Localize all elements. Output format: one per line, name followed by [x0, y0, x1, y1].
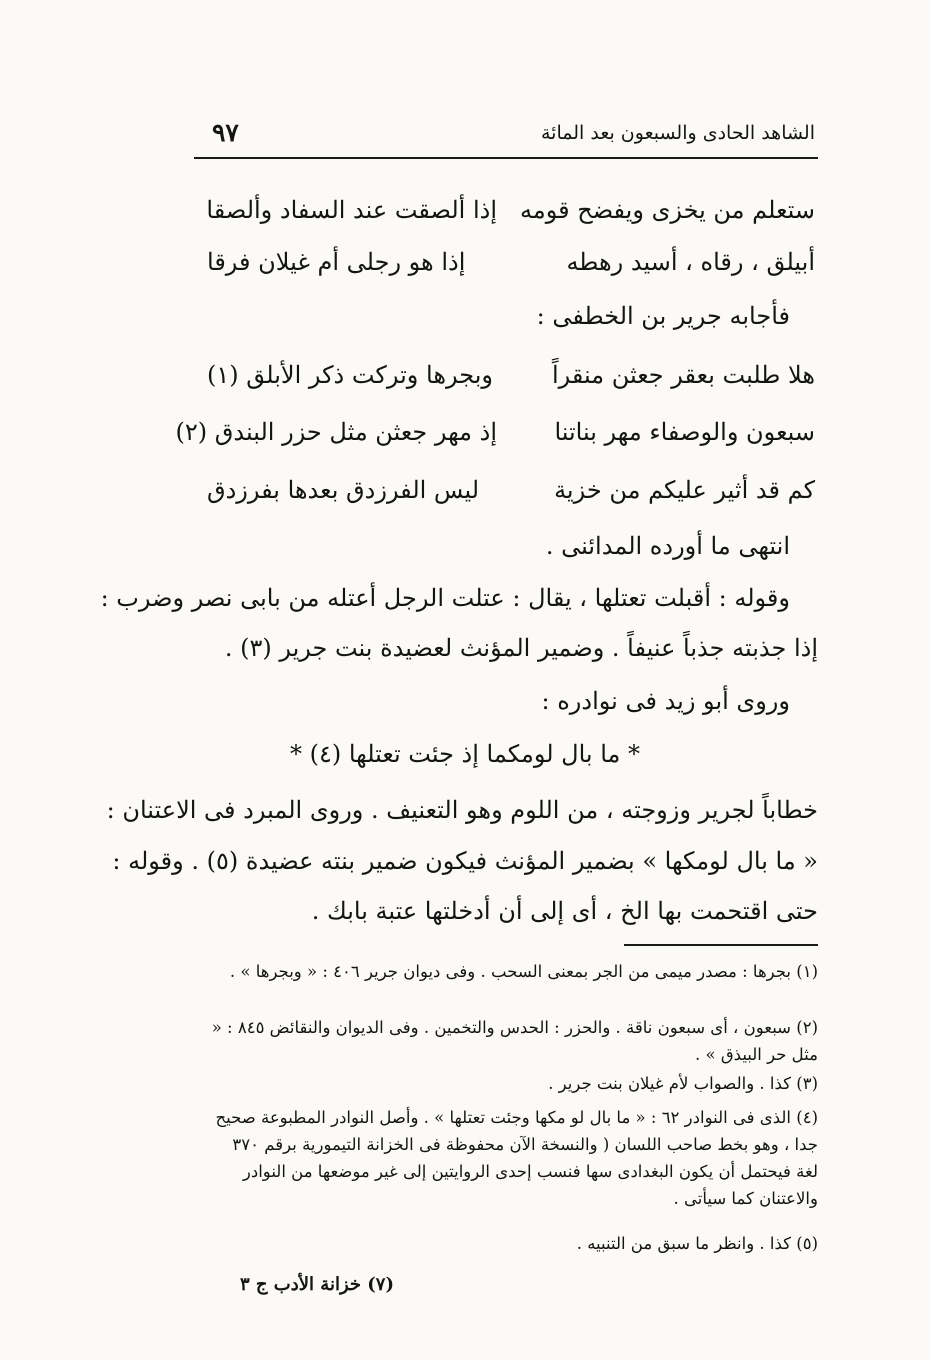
body-line-7: « ما بال لومكها » بضمير المؤنث فيكون ضمير بنته عضيدة (٥) . وقوله :	[112, 847, 818, 875]
header-rule	[194, 157, 818, 159]
body-line-6: خطاباً لجرير وزوجته ، من اللوم وهو التعنيف . وروى المبرد فى الاعتنان :	[106, 796, 818, 824]
footnote-1: (١) بجرها : مصدر ميمى من الجر بمعنى السحب . وفى ديوان جرير ٤٠٦ : « وبجرها » .	[229, 962, 818, 981]
verse-1-second-hemistich: إذا ألصقت عند السفاد وألصقا	[206, 196, 497, 224]
footnote-rule	[624, 944, 818, 946]
page-number: ٩٧	[212, 118, 239, 147]
verse-1-first-hemistich: ستعلم من يخزى ويفضح قومه	[520, 196, 815, 224]
body-line-3: إذا جذبته جذباً عنيفاً . وضمير المؤنث لعضيدة بنت جرير (٣) .	[224, 634, 818, 662]
footnote-4: (٤) الذى فى النوادر ٦٢ : « ما بال لو مكها وجئت تعتلها » . وأصل النوادر المطبوعة صحيح جدا ، وهو بخط صاحب اللسان ( والنسخة الآن محفوظة فى الخزانة التيمورية برقم ٣٧٠ لغة فيحتمل أن يكون البغدادى سها فنسب إحدى الروايتين إلى غير موضعها من النوادر والاعتنان كما سيأتى .	[215, 1108, 818, 1208]
reply-verse-1-first: هلا طلبت بعقر جعثن منقراً	[551, 361, 815, 389]
footnote-2: (٢) سبعون ، أى سبعون ناقة . والحزر : الحدس والتخمين . وفى الديوان والنقائض ٨٤٥ : « مثل حر البيذق » .	[211, 1018, 818, 1064]
body-line-4: وروى أبو زيد فى نوادره :	[541, 687, 790, 715]
running-title: الشاهد الحادى والسبعون بعد المائة	[540, 122, 815, 144]
body-line-8: حتى اقتحمت بها الخ ، أى إلى أن أدخلتها عتبة بابك .	[311, 897, 818, 925]
footnote-3: (٣) كذا . والصواب لأم غيلان بنت جرير .	[548, 1074, 818, 1093]
reply-intro: فأجابه جرير بن الخطفى :	[536, 302, 790, 330]
reply-verse-1-second: وبجرها وتركت ذكر الأبلق (١)	[207, 361, 493, 389]
reply-verse-3-first: كم قد أثير عليكم من خزية	[554, 476, 815, 504]
body-line-1: انتهى ما أورده المدائنى .	[545, 532, 790, 560]
verse-2-first-hemistich: أبيلق ، رقاه ، أسيد رهطه	[566, 248, 815, 276]
body-line-2: وقوله : أقبلت تعتلها ، يقال : عتلت الرجل أعتله من بابى نصر وضرب :	[100, 584, 790, 612]
reply-verse-2-second: إذ مهر جعثن مثل حزر البندق (٢)	[175, 418, 497, 446]
reply-verse-3-second: ليس الفرزدق بعدها بفرزدق	[207, 476, 480, 504]
signature-line: (٧) خزانة الأدب ج ٣	[239, 1274, 394, 1295]
quoted-verse: * ما بال لومكما إذ جئت تعتلها (٤) *	[289, 740, 641, 768]
verse-2-second-hemistich: إذا هو رجلى أم غيلان فرقا	[207, 248, 466, 276]
reply-verse-2-first: سبعون والوصفاء مهر بناتنا	[554, 418, 815, 446]
footnote-5: (٥) كذا . وانظر ما سبق من التنبيه .	[576, 1234, 818, 1253]
